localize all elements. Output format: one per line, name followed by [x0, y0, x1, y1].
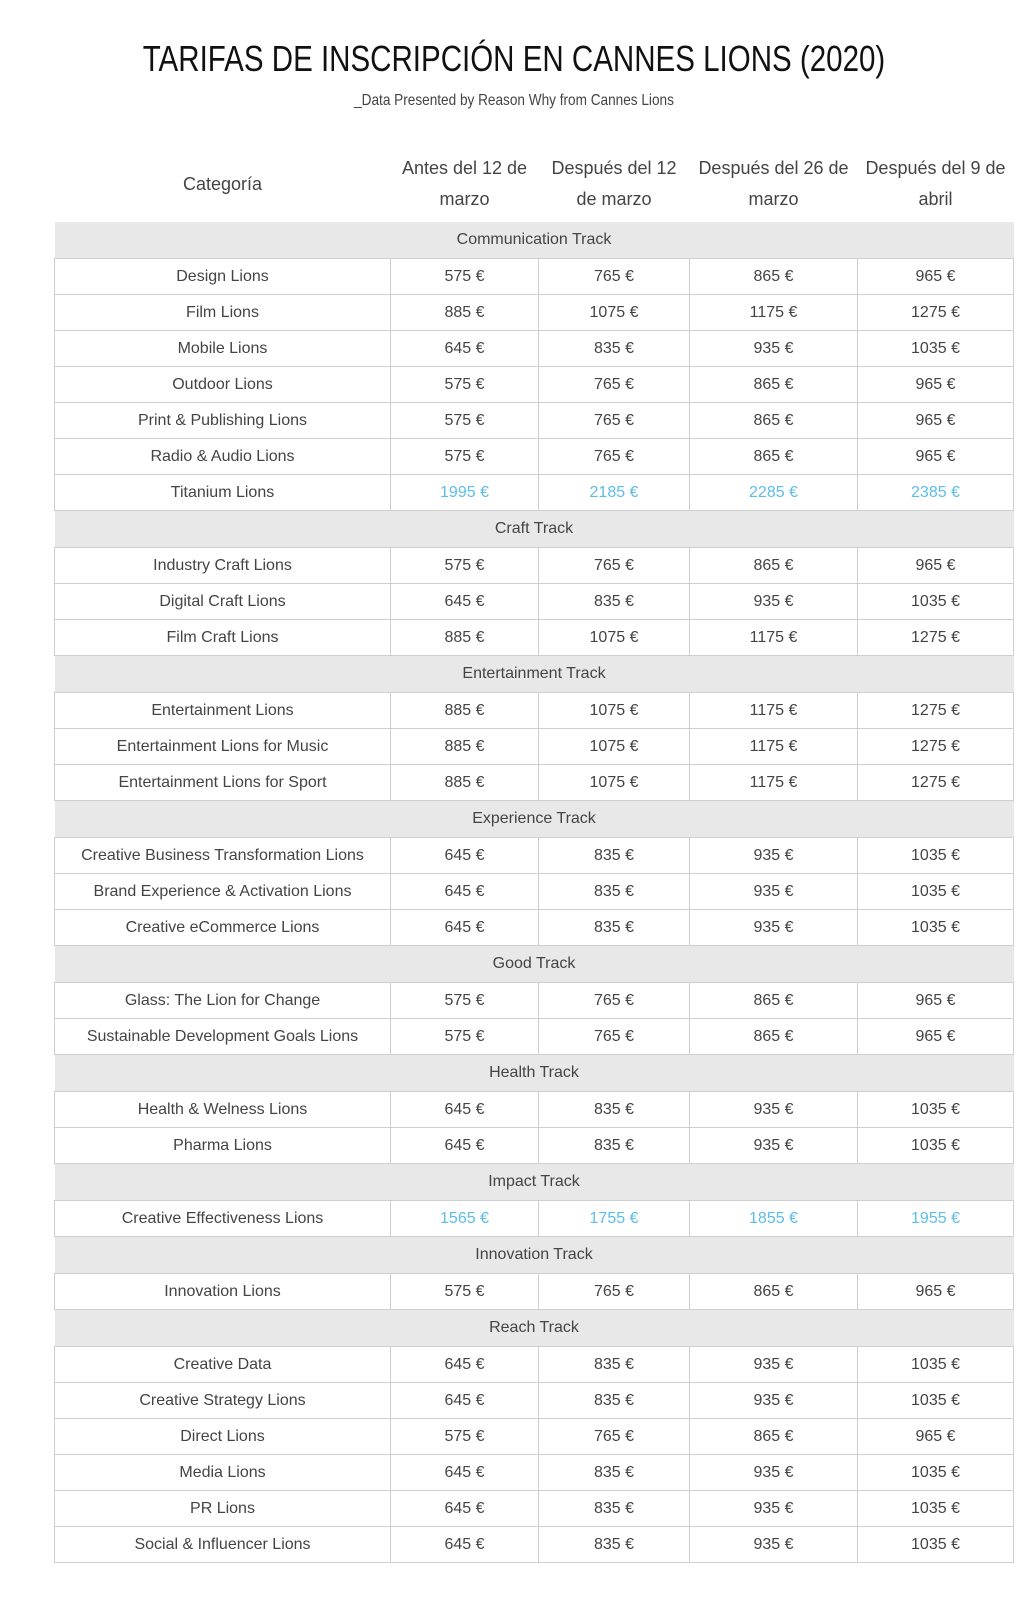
category-cell: Social & Influencer Lions — [55, 1527, 391, 1563]
price-cell: 2285 € — [690, 475, 858, 511]
price-cell: 1075 € — [539, 295, 690, 331]
table-row — [55, 295, 1014, 331]
section-header-row — [55, 946, 1014, 983]
price-cell: 645 € — [391, 331, 539, 367]
section-header-row — [55, 1310, 1014, 1347]
table-row — [55, 729, 1014, 765]
price-cell: 645 € — [391, 1383, 539, 1419]
price-cell: 575 € — [391, 1419, 539, 1455]
table-row — [55, 620, 1014, 656]
category-cell: Direct Lions — [55, 1419, 391, 1455]
price-cell: 765 € — [539, 548, 690, 584]
price-cell: 835 € — [539, 1092, 690, 1128]
price-cell: 965 € — [858, 439, 1014, 475]
price-cell: 575 € — [391, 403, 539, 439]
category-cell: Film Craft Lions — [55, 620, 391, 656]
category-cell: Health & Welness Lions — [55, 1092, 391, 1128]
category-cell: Media Lions — [55, 1455, 391, 1491]
price-cell: 835 € — [539, 1491, 690, 1527]
price-cell: 645 € — [391, 584, 539, 620]
price-cell: 575 € — [391, 548, 539, 584]
price-cell: 865 € — [690, 1019, 858, 1055]
price-cell: 1035 € — [858, 910, 1014, 946]
category-cell: Outdoor Lions — [55, 367, 391, 403]
price-cell: 885 € — [391, 729, 539, 765]
price-cell: 575 € — [391, 259, 539, 295]
category-cell: Entertainment Lions for Music — [55, 729, 391, 765]
category-cell: Radio & Audio Lions — [55, 439, 391, 475]
section-title: Reach Track — [55, 1310, 1014, 1347]
price-cell: 645 € — [391, 910, 539, 946]
price-cell: 645 € — [391, 1128, 539, 1164]
table-row — [55, 1128, 1014, 1164]
price-cell: 935 € — [690, 1527, 858, 1563]
price-cell: 645 € — [391, 1347, 539, 1383]
price-cell: 965 € — [858, 1419, 1014, 1455]
category-cell: Mobile Lions — [55, 331, 391, 367]
price-cell: 1075 € — [539, 693, 690, 729]
category-cell: Design Lions — [55, 259, 391, 295]
table-row — [55, 1419, 1014, 1455]
price-cell: 1855 € — [690, 1201, 858, 1237]
price-cell: 835 € — [539, 1527, 690, 1563]
price-cell: 1275 € — [858, 295, 1014, 331]
price-cell: 835 € — [539, 1455, 690, 1491]
table-row — [55, 367, 1014, 403]
price-cell: 835 € — [539, 838, 690, 874]
price-cell: 575 € — [391, 1274, 539, 1310]
page-subtitle: _Data Presented by Reason Why from Cannes Lions — [354, 92, 674, 109]
section-title: Good Track — [55, 946, 1014, 983]
category-cell: Creative Strategy Lions — [55, 1383, 391, 1419]
price-cell: 765 € — [539, 1019, 690, 1055]
category-cell: Brand Experience & Activation Lions — [55, 874, 391, 910]
price-cell: 865 € — [690, 259, 858, 295]
category-cell: Entertainment Lions — [55, 693, 391, 729]
table-row — [55, 1527, 1014, 1563]
price-cell: 865 € — [690, 367, 858, 403]
header-after-12-march: Después del 12 de marzo — [551, 158, 677, 209]
fees-table — [54, 146, 1014, 1563]
price-cell: 1175 € — [690, 295, 858, 331]
price-cell: 865 € — [690, 1419, 858, 1455]
price-cell: 1035 € — [858, 584, 1014, 620]
section-header-row — [55, 1237, 1014, 1274]
section-title: Communication Track — [55, 222, 1014, 259]
category-cell: Entertainment Lions for Sport — [55, 765, 391, 801]
price-cell: 1035 € — [858, 331, 1014, 367]
category-cell: Digital Craft Lions — [55, 584, 391, 620]
price-cell: 645 € — [391, 1491, 539, 1527]
price-cell: 935 € — [690, 910, 858, 946]
price-cell: 835 € — [539, 584, 690, 620]
price-cell: 1075 € — [539, 729, 690, 765]
price-cell: 1035 € — [858, 1383, 1014, 1419]
table-row — [55, 838, 1014, 874]
table-row — [55, 910, 1014, 946]
table-row — [55, 331, 1014, 367]
price-cell: 835 € — [539, 1347, 690, 1383]
section-header-row — [55, 511, 1014, 548]
price-cell: 575 € — [391, 983, 539, 1019]
price-cell: 835 € — [539, 1383, 690, 1419]
price-cell: 865 € — [690, 439, 858, 475]
header-after-26-march: Después del 26 de marzo — [698, 158, 849, 209]
price-cell: 885 € — [391, 620, 539, 656]
price-cell: 935 € — [690, 1491, 858, 1527]
price-cell: 1275 € — [858, 620, 1014, 656]
table-row — [55, 693, 1014, 729]
section-header-row — [55, 222, 1014, 259]
table-row — [55, 1092, 1014, 1128]
price-cell: 765 € — [539, 1419, 690, 1455]
price-cell: 1755 € — [539, 1201, 690, 1237]
table-row — [55, 1347, 1014, 1383]
section-title: Innovation Track — [55, 1237, 1014, 1274]
price-cell: 885 € — [391, 295, 539, 331]
category-cell: Titanium Lions — [55, 475, 391, 511]
price-cell: 575 € — [391, 439, 539, 475]
section-title: Craft Track — [55, 511, 1014, 548]
price-cell: 1035 € — [858, 874, 1014, 910]
price-cell: 765 € — [539, 259, 690, 295]
table-row — [55, 403, 1014, 439]
table-row — [55, 584, 1014, 620]
section-title: Health Track — [55, 1055, 1014, 1092]
category-cell: Glass: The Lion for Change — [55, 983, 391, 1019]
price-cell: 645 € — [391, 1455, 539, 1491]
table-body — [55, 222, 1014, 1563]
price-cell: 1035 € — [858, 838, 1014, 874]
category-cell: Creative Effectiveness Lions — [55, 1201, 391, 1237]
price-cell: 1075 € — [539, 765, 690, 801]
price-cell: 645 € — [391, 838, 539, 874]
price-cell: 885 € — [391, 765, 539, 801]
price-cell: 575 € — [391, 1019, 539, 1055]
price-cell: 1175 € — [690, 765, 858, 801]
price-cell: 1035 € — [858, 1092, 1014, 1128]
price-cell: 935 € — [690, 584, 858, 620]
table-row — [55, 765, 1014, 801]
category-cell: Pharma Lions — [55, 1128, 391, 1164]
category-cell: Creative eCommerce Lions — [55, 910, 391, 946]
price-cell: 965 € — [858, 259, 1014, 295]
table-row — [55, 1491, 1014, 1527]
category-cell: Print & Publishing Lions — [55, 403, 391, 439]
header-after-9-april: Después del 9 de abril — [865, 158, 1006, 209]
price-cell: 1175 € — [690, 729, 858, 765]
price-cell: 2185 € — [539, 475, 690, 511]
price-cell: 765 € — [539, 403, 690, 439]
table-row — [55, 548, 1014, 584]
price-cell: 935 € — [690, 1455, 858, 1491]
header-category: Categoría — [182, 173, 263, 194]
category-cell: Film Lions — [55, 295, 391, 331]
price-cell: 765 € — [539, 439, 690, 475]
price-cell: 935 € — [690, 331, 858, 367]
price-cell: 575 € — [391, 367, 539, 403]
price-cell: 835 € — [539, 331, 690, 367]
price-cell: 1035 € — [858, 1128, 1014, 1164]
price-cell: 935 € — [690, 838, 858, 874]
price-cell: 965 € — [858, 367, 1014, 403]
price-cell: 865 € — [690, 1274, 858, 1310]
table-row — [55, 1201, 1014, 1237]
price-cell: 835 € — [539, 910, 690, 946]
price-cell: 645 € — [391, 874, 539, 910]
price-cell: 935 € — [690, 1383, 858, 1419]
price-cell: 1075 € — [539, 620, 690, 656]
table-row — [55, 874, 1014, 910]
price-cell: 1035 € — [858, 1347, 1014, 1383]
category-cell: Industry Craft Lions — [55, 548, 391, 584]
price-cell: 1995 € — [391, 475, 539, 511]
price-cell: 1955 € — [858, 1201, 1014, 1237]
section-header-row — [55, 1055, 1014, 1092]
price-cell: 1175 € — [690, 620, 858, 656]
price-cell: 1275 € — [858, 693, 1014, 729]
category-cell: Sustainable Development Goals Lions — [55, 1019, 391, 1055]
price-cell: 1175 € — [690, 693, 858, 729]
price-cell: 935 € — [690, 1092, 858, 1128]
price-cell: 865 € — [690, 983, 858, 1019]
section-title: Entertainment Track — [55, 656, 1014, 693]
price-cell: 645 € — [391, 1092, 539, 1128]
price-cell: 765 € — [539, 983, 690, 1019]
price-cell: 1035 € — [858, 1491, 1014, 1527]
price-cell: 935 € — [690, 1128, 858, 1164]
price-cell: 835 € — [539, 874, 690, 910]
price-cell: 865 € — [690, 548, 858, 584]
price-cell: 765 € — [539, 367, 690, 403]
table-row — [55, 439, 1014, 475]
price-cell: 765 € — [539, 1274, 690, 1310]
price-cell: 1565 € — [391, 1201, 539, 1237]
price-cell: 965 € — [858, 1274, 1014, 1310]
section-title: Impact Track — [55, 1164, 1014, 1201]
table-row — [55, 475, 1014, 511]
category-cell: Creative Business Transformation Lions — [55, 838, 391, 874]
table-row — [55, 1455, 1014, 1491]
price-cell: 2385 € — [858, 475, 1014, 511]
price-cell: 645 € — [391, 1527, 539, 1563]
price-cell: 835 € — [539, 1128, 690, 1164]
price-cell: 965 € — [858, 403, 1014, 439]
price-cell: 935 € — [690, 1347, 858, 1383]
price-cell: 865 € — [690, 403, 858, 439]
price-cell: 885 € — [391, 693, 539, 729]
header-row — [55, 146, 1014, 222]
section-header-row — [55, 656, 1014, 693]
price-cell: 965 € — [858, 1019, 1014, 1055]
section-title: Experience Track — [55, 801, 1014, 838]
price-cell: 1035 € — [858, 1455, 1014, 1491]
table-row — [55, 983, 1014, 1019]
price-cell: 1035 € — [858, 1527, 1014, 1563]
section-header-row — [55, 1164, 1014, 1201]
category-cell: Creative Data — [55, 1347, 391, 1383]
table-row — [55, 1383, 1014, 1419]
price-cell: 965 € — [858, 983, 1014, 1019]
header-before-12-march: Antes del 12 de marzo — [401, 158, 528, 209]
price-cell: 965 € — [858, 548, 1014, 584]
section-header-row — [55, 801, 1014, 838]
table-row — [55, 1274, 1014, 1310]
table-row — [55, 259, 1014, 295]
price-cell: 1275 € — [858, 765, 1014, 801]
price-cell: 1275 € — [858, 729, 1014, 765]
table-row — [55, 1019, 1014, 1055]
page-title: TARIFAS DE INSCRIPCIÓN EN CANNES LIONS (2020) — [142, 38, 886, 79]
category-cell: Innovation Lions — [55, 1274, 391, 1310]
price-cell: 935 € — [690, 874, 858, 910]
category-cell: PR Lions — [55, 1491, 391, 1527]
